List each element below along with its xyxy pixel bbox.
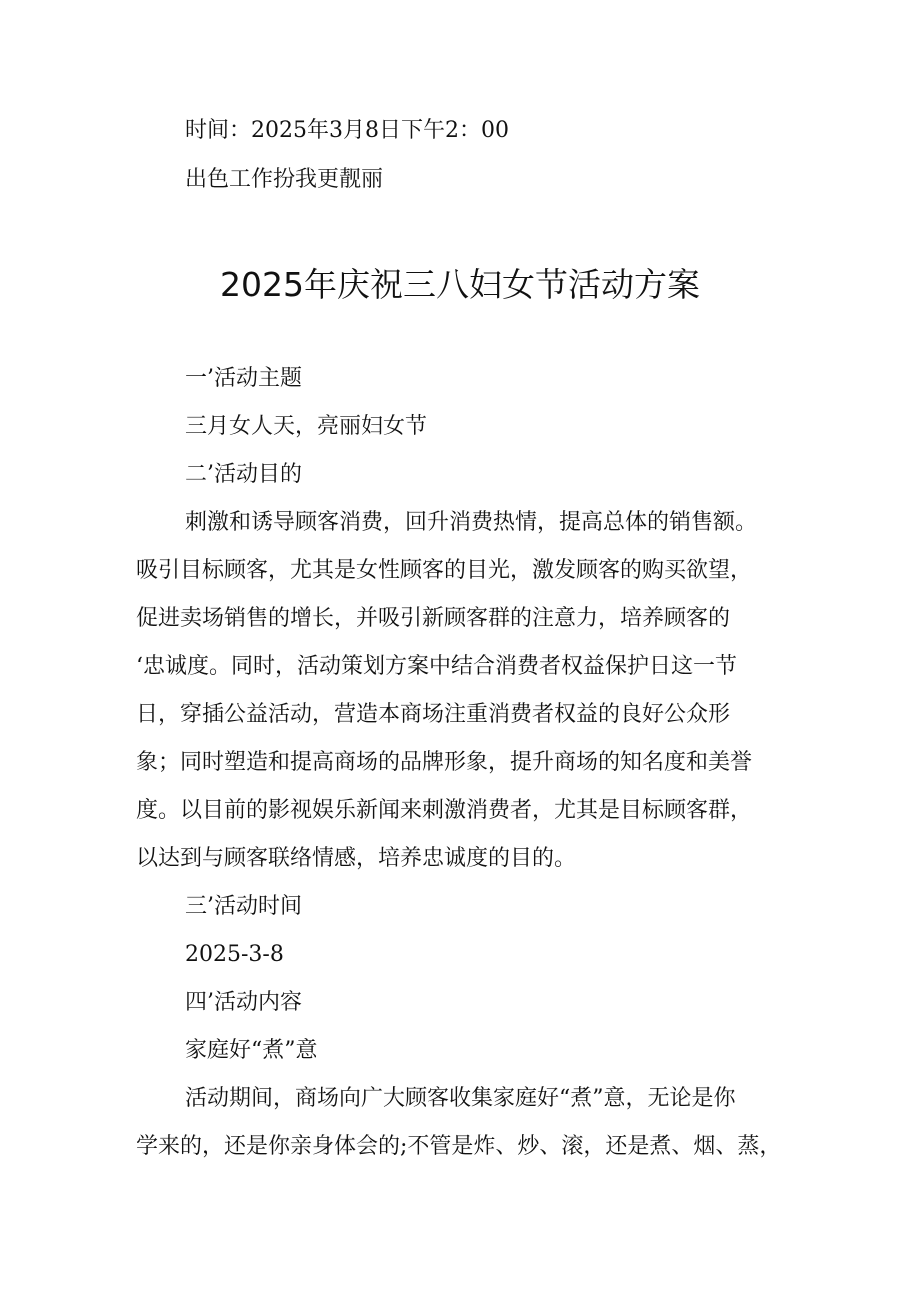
document-title: 2025年庆祝三八妇女节活动方案 <box>220 265 700 304</box>
purpose-line-5: 日，穿插公益活动，营造本商场注重消费者权益的良好公众形 <box>136 702 731 727</box>
purpose-line-2: 吸引目标顾客，尤其是女性顾客的目光，激发顾客的购买欲望， <box>136 558 753 583</box>
section-heading-theme: 一’活动主题 <box>185 366 302 391</box>
purpose-line-6: 象；同时塑造和提高商场的品牌形象，提升商场的知名度和美誉 <box>136 750 753 775</box>
content-line-2: 学来的，还是你亲身体会的;不管是炸、炒、滚，还是煮、烟、蒸， <box>136 1134 782 1159</box>
purpose-line-3: 促进卖场销售的增长，并吸引新顾客群的注意力，培养顾客的 <box>136 606 731 631</box>
event-time-line: 时间：2025年3月8日下午2：00 <box>185 118 509 143</box>
content-line-1: 活动期间，商场向广大顾客收集家庭好“煮”意，无论是你 <box>185 1086 736 1111</box>
section-heading-time: 三’活动时间 <box>185 894 302 919</box>
slogan-line: 出色工作扮我更靓丽 <box>185 167 384 192</box>
purpose-line-7: 度。以目前的影视娱乐新闻来刺激消费者，尤其是目标顾客群， <box>136 798 753 823</box>
content-subheading: 家庭好“煮”意 <box>185 1038 318 1063</box>
purpose-line-1: 刺激和诱导顾客消费，回升消费热情，提高总体的销售额。 <box>185 510 758 535</box>
purpose-line-8: 以达到与顾客联络情感，培养忠诚度的目的。 <box>136 846 577 871</box>
section-heading-content: 四’活动内容 <box>185 990 302 1015</box>
theme-text: 三月女人天，亮丽妇女节 <box>185 414 428 439</box>
event-date-text: 2025-3-8 <box>185 942 284 967</box>
purpose-line-4: ‘忠诚度。同时，活动策划方案中结合消费者权益保护日这一节 <box>136 654 737 679</box>
section-heading-purpose: 二’活动目的 <box>185 462 302 487</box>
